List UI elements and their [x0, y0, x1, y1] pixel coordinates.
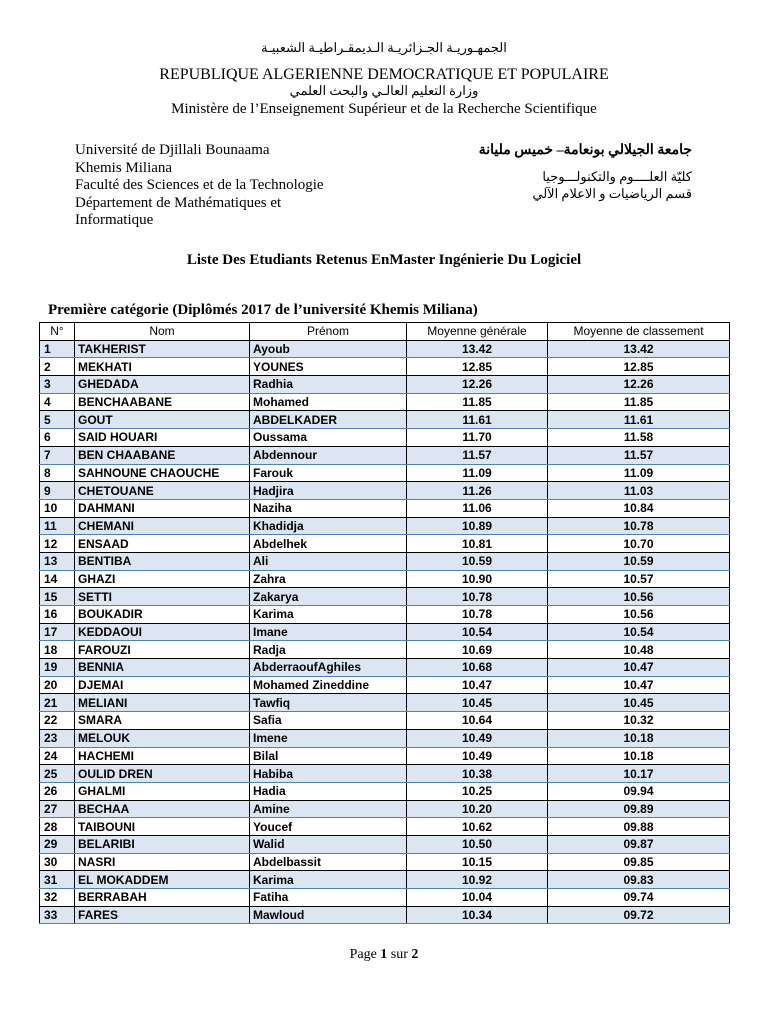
table-body — [40, 340, 730, 924]
cell-moyenne-classement: 09.87 — [548, 835, 730, 853]
table-row — [40, 393, 730, 411]
cell-moyenne-classement: 10.18 — [548, 729, 730, 747]
table-row — [40, 588, 730, 606]
page-label: Page — [349, 947, 377, 962]
cell-number: 25 — [40, 765, 75, 783]
cell-moyenne-classement: 10.56 — [548, 588, 730, 606]
university-name: Université de Djillali Bounaama — [75, 142, 270, 158]
cell-number: 14 — [40, 570, 75, 588]
cell-moyenne-generale: 10.34 — [407, 906, 548, 924]
students-table — [39, 322, 730, 924]
cell-number: 24 — [40, 747, 75, 765]
cell-prenom: Karima — [250, 606, 407, 624]
arabic-university-name: جامعة الجيلالي بونعامة– خميس مليانة — [478, 143, 692, 158]
cell-nom: TAIBOUNI — [75, 818, 250, 836]
table-row — [40, 800, 730, 818]
cell-moyenne-generale: 10.50 — [407, 835, 548, 853]
table-row — [40, 429, 730, 447]
cell-nom: GOUT — [75, 411, 250, 429]
cell-moyenne-classement: 10.47 — [548, 659, 730, 677]
cell-prenom: Amine — [250, 800, 407, 818]
university-city: Khemis Miliana — [75, 159, 173, 176]
table-row — [40, 782, 730, 800]
cell-moyenne-classement: 11.03 — [548, 482, 730, 500]
cell-number: 31 — [40, 871, 75, 889]
page-total: 2 — [411, 947, 419, 962]
table-row — [40, 659, 730, 677]
cell-prenom: Mawloud — [250, 906, 407, 924]
cell-nom: BEN CHAABANE — [75, 446, 250, 464]
table-row — [40, 835, 730, 853]
cell-prenom: Ali — [250, 552, 407, 570]
cell-prenom: AbderraoufAghiles — [250, 659, 407, 677]
cell-moyenne-generale: 11.09 — [407, 464, 548, 482]
table-row — [40, 340, 730, 358]
cell-moyenne-classement: 10.57 — [548, 570, 730, 588]
arabic-ministry-heading: وزارة التعليم العالـي والبحث العلمي — [289, 83, 479, 98]
cell-prenom: Karima — [250, 871, 407, 889]
cell-moyenne-classement: 09.85 — [548, 853, 730, 871]
table-row — [40, 482, 730, 500]
institution-block-arabic — [392, 142, 692, 203]
cell-number: 9 — [40, 482, 75, 500]
ministry-heading: Ministère de l’Enseignement Supérieur et de la Recherche Scientifique — [171, 101, 597, 117]
cell-moyenne-classement: 10.17 — [548, 765, 730, 783]
cell-prenom: Naziha — [250, 499, 407, 517]
table-row — [40, 765, 730, 783]
cell-prenom: Safia — [250, 712, 407, 730]
cell-number: 22 — [40, 712, 75, 730]
column-header-moyenne-generale: Moyenne générale — [407, 323, 548, 341]
republic-heading: REPUBLIQUE ALGERIENNE DEMOCRATIQUE ET POPULAIRE — [159, 66, 609, 83]
table-row — [40, 641, 730, 659]
cell-number: 17 — [40, 623, 75, 641]
table-row — [40, 411, 730, 429]
cell-number: 4 — [40, 393, 75, 411]
cell-prenom: Ayoub — [250, 340, 407, 358]
cell-nom: SAHNOUNE CHAOUCHE — [75, 464, 250, 482]
cell-moyenne-generale: 10.54 — [407, 623, 548, 641]
cell-number: 7 — [40, 446, 75, 464]
cell-moyenne-classement: 10.18 — [548, 747, 730, 765]
cell-prenom: Abdelbassit — [250, 853, 407, 871]
cell-number: 33 — [40, 906, 75, 924]
cell-number: 19 — [40, 659, 75, 677]
cell-number: 10 — [40, 499, 75, 517]
cell-prenom: Imene — [250, 729, 407, 747]
table-row — [40, 499, 730, 517]
cell-nom: GHAZI — [75, 570, 250, 588]
cell-moyenne-generale: 10.62 — [407, 818, 548, 836]
cell-moyenne-classement: 10.56 — [548, 606, 730, 624]
cell-prenom: Imane — [250, 623, 407, 641]
table-row — [40, 606, 730, 624]
table-row — [40, 535, 730, 553]
cell-moyenne-classement: 12.26 — [548, 376, 730, 394]
cell-nom: CHEMANI — [75, 517, 250, 535]
cell-prenom: Tawfiq — [250, 694, 407, 712]
table-header-row — [40, 323, 730, 341]
cell-number: 8 — [40, 464, 75, 482]
cell-prenom: Mohamed Zineddine — [250, 676, 407, 694]
cell-number: 2 — [40, 358, 75, 376]
cell-nom: TAKHERIST — [75, 340, 250, 358]
cell-nom: CHETOUANE — [75, 482, 250, 500]
page-separator: sur — [390, 947, 408, 962]
cell-number: 28 — [40, 818, 75, 836]
cell-moyenne-generale: 11.57 — [407, 446, 548, 464]
table-row — [40, 712, 730, 730]
cell-moyenne-classement: 10.84 — [548, 499, 730, 517]
cell-number: 32 — [40, 889, 75, 907]
cell-moyenne-generale: 11.70 — [407, 429, 548, 447]
cell-prenom: Habiba — [250, 765, 407, 783]
cell-moyenne-classement: 10.47 — [548, 676, 730, 694]
table-row — [40, 853, 730, 871]
cell-moyenne-generale: 10.47 — [407, 676, 548, 694]
cell-moyenne-generale: 10.49 — [407, 729, 548, 747]
arabic-department-name: قسم الرياضيات و الاعلام الآلي — [532, 186, 692, 201]
cell-prenom: Zahra — [250, 570, 407, 588]
cell-number: 23 — [40, 729, 75, 747]
cell-moyenne-classement: 11.09 — [548, 464, 730, 482]
cell-moyenne-generale: 10.15 — [407, 853, 548, 871]
cell-nom: FARES — [75, 906, 250, 924]
cell-number: 21 — [40, 694, 75, 712]
cell-nom: SMARA — [75, 712, 250, 730]
department-name-line2: Informatique — [75, 212, 154, 228]
cell-number: 20 — [40, 676, 75, 694]
cell-moyenne-generale: 11.26 — [407, 482, 548, 500]
cell-moyenne-classement: 09.74 — [548, 889, 730, 907]
cell-moyenne-generale: 10.78 — [407, 606, 548, 624]
cell-prenom: Youcef — [250, 818, 407, 836]
faculty-name: Faculté des Sciences et de la Technologie — [75, 177, 324, 193]
cell-nom: BECHAA — [75, 800, 250, 818]
cell-number: 13 — [40, 552, 75, 570]
cell-moyenne-classement: 10.54 — [548, 623, 730, 641]
cell-moyenne-classement: 12.85 — [548, 358, 730, 376]
cell-prenom: Abdennour — [250, 446, 407, 464]
cell-nom: DJEMAI — [75, 676, 250, 694]
column-header-number: N° — [40, 323, 75, 341]
cell-moyenne-generale: 10.92 — [407, 871, 548, 889]
table-row — [40, 623, 730, 641]
table-row — [40, 729, 730, 747]
cell-prenom: Radhia — [250, 376, 407, 394]
cell-moyenne-generale: 11.61 — [407, 411, 548, 429]
cell-moyenne-classement: 11.58 — [548, 429, 730, 447]
cell-number: 12 — [40, 535, 75, 553]
cell-moyenne-generale: 10.49 — [407, 747, 548, 765]
cell-prenom: ABDELKADER — [250, 411, 407, 429]
cell-number: 11 — [40, 517, 75, 535]
cell-moyenne-classement: 13.42 — [548, 340, 730, 358]
cell-nom: HACHEMI — [75, 747, 250, 765]
cell-number: 6 — [40, 429, 75, 447]
department-name-line1: Département de Mathématiques et — [75, 194, 282, 211]
table-row — [40, 446, 730, 464]
cell-moyenne-generale: 12.26 — [407, 376, 548, 394]
cell-prenom: Radja — [250, 641, 407, 659]
arabic-faculty-name: كليّة العلــــوم والتكنولـــوجيا — [542, 168, 692, 184]
cell-moyenne-classement: 10.70 — [548, 535, 730, 553]
cell-moyenne-generale: 11.06 — [407, 499, 548, 517]
cell-moyenne-classement: 09.88 — [548, 818, 730, 836]
cell-nom: BENCHAABANE — [75, 393, 250, 411]
column-header-nom: Nom — [75, 323, 250, 341]
table-row — [40, 747, 730, 765]
cell-prenom: Khadidja — [250, 517, 407, 535]
cell-nom: GHEDADA — [75, 376, 250, 394]
cell-moyenne-classement: 10.45 — [548, 694, 730, 712]
cell-nom: BOUKADIR — [75, 606, 250, 624]
cell-moyenne-generale: 13.42 — [407, 340, 548, 358]
table-row — [40, 906, 730, 924]
cell-number: 15 — [40, 588, 75, 606]
cell-prenom: Abdelhek — [250, 535, 407, 553]
column-header-prenom: Prénom — [250, 323, 407, 341]
cell-nom: SAID HOUARI — [75, 429, 250, 447]
cell-prenom: Oussama — [250, 429, 407, 447]
cell-prenom: Fatiha — [250, 889, 407, 907]
cell-nom: BELARIBI — [75, 835, 250, 853]
cell-moyenne-generale: 10.38 — [407, 765, 548, 783]
arabic-republic-heading: الجمهـوريـة الجـزائريـة الـديمقـراطيـة الشعبيـة — [261, 40, 507, 55]
cell-prenom: Mohamed — [250, 393, 407, 411]
table-row — [40, 694, 730, 712]
cell-moyenne-classement: 09.83 — [548, 871, 730, 889]
cell-number: 1 — [40, 340, 75, 358]
cell-nom: MELOUK — [75, 729, 250, 747]
cell-number: 29 — [40, 835, 75, 853]
cell-number: 3 — [40, 376, 75, 394]
cell-moyenne-classement: 11.85 — [548, 393, 730, 411]
cell-moyenne-generale: 10.20 — [407, 800, 548, 818]
cell-prenom: Walid — [250, 835, 407, 853]
cell-moyenne-classement: 09.94 — [548, 782, 730, 800]
table-row — [40, 552, 730, 570]
cell-moyenne-generale: 10.69 — [407, 641, 548, 659]
table-row — [40, 376, 730, 394]
cell-number: 5 — [40, 411, 75, 429]
cell-nom: DAHMANI — [75, 499, 250, 517]
page-footer — [0, 947, 768, 963]
cell-moyenne-classement: 10.78 — [548, 517, 730, 535]
list-title: Liste Des Etudiants Retenus EnMaster Ingénierie Du Logiciel — [186, 252, 582, 268]
cell-prenom: Bilal — [250, 747, 407, 765]
cell-moyenne-classement: 11.61 — [548, 411, 730, 429]
cell-nom: BENTIBA — [75, 552, 250, 570]
cell-number: 27 — [40, 800, 75, 818]
cell-nom: KEDDAOUI — [75, 623, 250, 641]
table-row — [40, 464, 730, 482]
cell-prenom: Hadia — [250, 782, 407, 800]
cell-nom: ENSAAD — [75, 535, 250, 553]
cell-prenom: Zakarya — [250, 588, 407, 606]
cell-nom: MELIANI — [75, 694, 250, 712]
page-current: 1 — [380, 947, 388, 962]
cell-moyenne-classement: 09.72 — [548, 906, 730, 924]
table-row — [40, 570, 730, 588]
cell-moyenne-classement: 10.32 — [548, 712, 730, 730]
cell-moyenne-classement: 11.57 — [548, 446, 730, 464]
table-row — [40, 871, 730, 889]
cell-nom: BENNIA — [75, 659, 250, 677]
cell-nom: EL MOKADDEM — [75, 871, 250, 889]
cell-moyenne-generale: 10.89 — [407, 517, 548, 535]
cell-number: 26 — [40, 782, 75, 800]
cell-number: 16 — [40, 606, 75, 624]
cell-moyenne-generale: 10.78 — [407, 588, 548, 606]
cell-nom: GHALMI — [75, 782, 250, 800]
cell-prenom: Farouk — [250, 464, 407, 482]
cell-moyenne-generale: 12.85 — [407, 358, 548, 376]
cell-moyenne-generale: 10.64 — [407, 712, 548, 730]
cell-moyenne-generale: 10.90 — [407, 570, 548, 588]
cell-moyenne-generale: 10.81 — [407, 535, 548, 553]
cell-nom: BERRABAH — [75, 889, 250, 907]
cell-moyenne-classement: 09.89 — [548, 800, 730, 818]
cell-moyenne-generale: 10.59 — [407, 552, 548, 570]
cell-moyenne-classement: 10.59 — [548, 552, 730, 570]
cell-moyenne-generale: 10.04 — [407, 889, 548, 907]
table-row — [40, 517, 730, 535]
institution-block-french — [75, 142, 375, 230]
cell-moyenne-generale: 10.68 — [407, 659, 548, 677]
cell-number: 30 — [40, 853, 75, 871]
category-title: Première catégorie (Diplômés 2017 de l’université Khemis Miliana) — [48, 302, 478, 318]
table-row — [40, 358, 730, 376]
column-header-moyenne-classement: Moyenne de classement — [548, 323, 730, 341]
table-row — [40, 818, 730, 836]
cell-nom: NASRI — [75, 853, 250, 871]
cell-moyenne-generale: 10.25 — [407, 782, 548, 800]
cell-prenom: YOUNES — [250, 358, 407, 376]
cell-nom: MEKHATI — [75, 358, 250, 376]
table-row — [40, 676, 730, 694]
cell-number: 18 — [40, 641, 75, 659]
cell-prenom: Hadjira — [250, 482, 407, 500]
cell-nom: OULID DREN — [75, 765, 250, 783]
cell-nom: FAROUZI — [75, 641, 250, 659]
table-row — [40, 889, 730, 907]
cell-moyenne-classement: 10.48 — [548, 641, 730, 659]
cell-nom: SETTI — [75, 588, 250, 606]
cell-moyenne-generale: 10.45 — [407, 694, 548, 712]
cell-moyenne-generale: 11.85 — [407, 393, 548, 411]
